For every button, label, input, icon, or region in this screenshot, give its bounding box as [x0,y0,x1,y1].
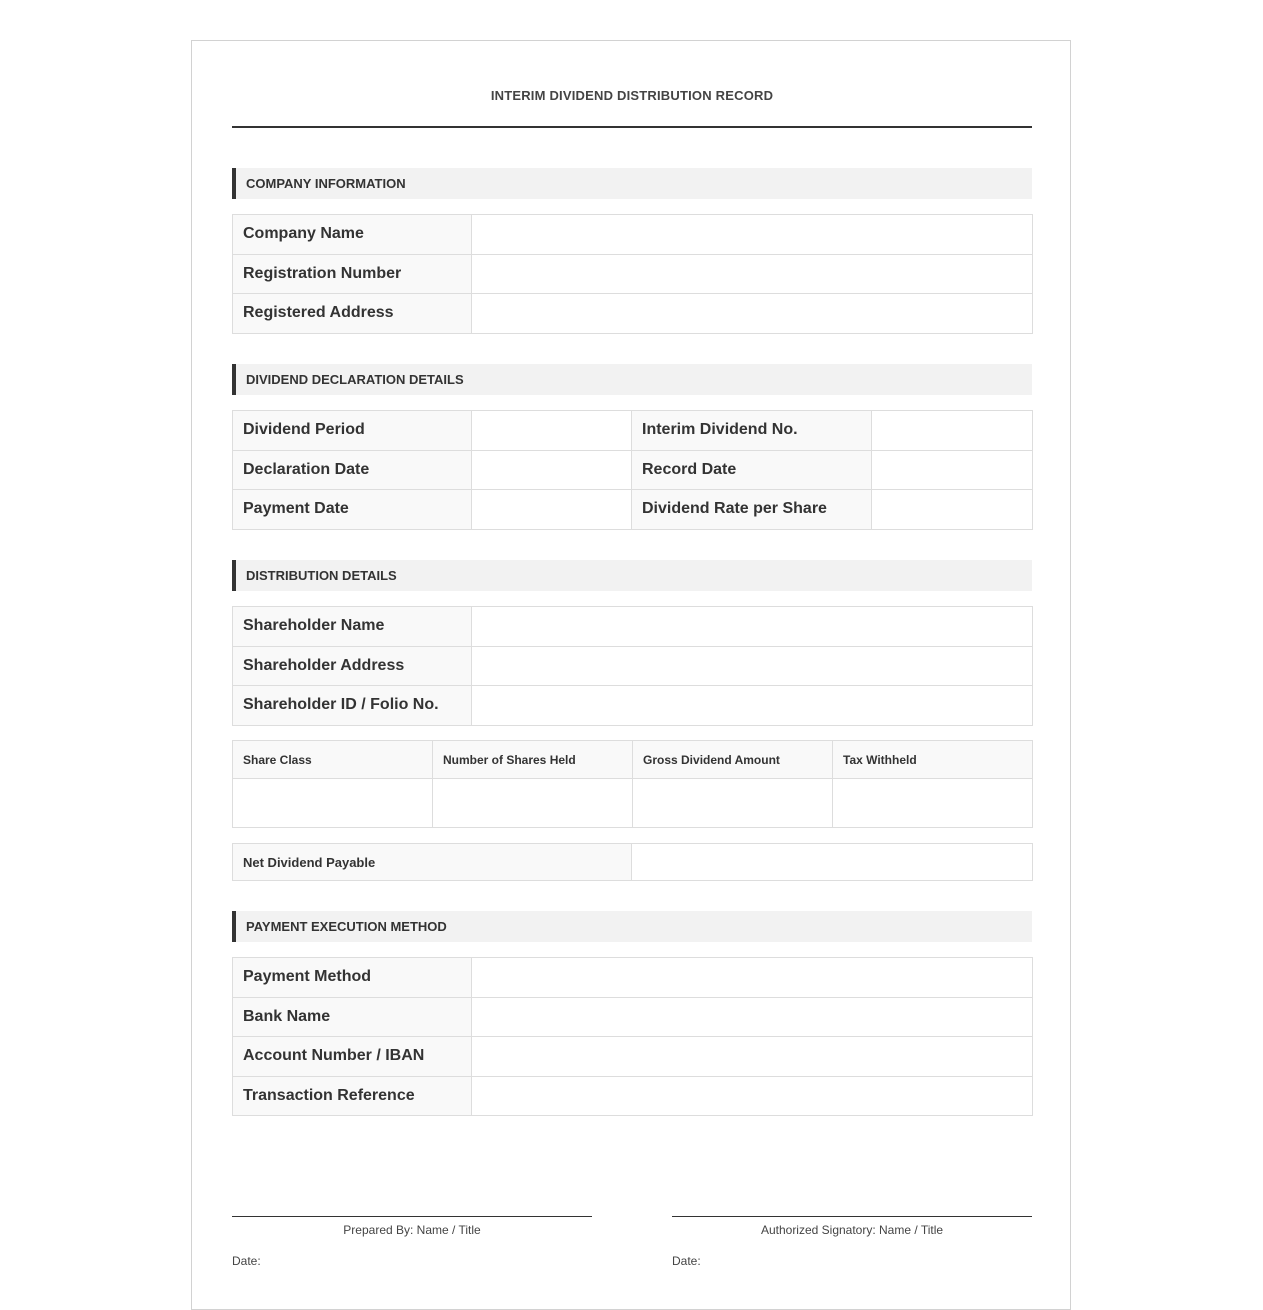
prepared-by-caption: Prepared By: Name / Title [343,1223,481,1237]
prepared-by-signature-line[interactable] [232,1216,592,1217]
title-divider [232,126,1032,128]
field-label-net-dividend-payable: Net Dividend Payable [233,844,632,881]
shareholder-address-field[interactable] [472,646,1033,686]
table-row [233,450,1033,490]
document-title: INTERIM DIVIDEND DISTRIBUTION RECORD [490,88,774,103]
field-label-shareholder-name: Shareholder Name [233,607,472,647]
field-label-record-date: Record Date [632,450,872,490]
column-header-gross-dividend: Gross Dividend Amount [633,741,833,779]
prepared-by-date-label: Date: [232,1254,261,1268]
payment-method-field[interactable] [472,958,1033,998]
table-row [233,779,1033,828]
net-dividend-table [232,843,1033,881]
dividend-period-field[interactable] [472,411,632,451]
table-row [233,254,1033,294]
record-date-field[interactable] [872,450,1033,490]
declaration-date-field[interactable] [472,450,632,490]
field-label-dividend-period: Dividend Period [233,411,472,451]
number-of-shares-field[interactable] [433,779,633,828]
table-row [233,490,1033,530]
field-label-payment-date: Payment Date [233,490,472,530]
authorized-date-label: Date: [672,1254,701,1268]
field-label-shareholder-id: Shareholder ID / Folio No. [233,686,472,726]
gross-dividend-field[interactable] [633,779,833,828]
field-label-dividend-rate-per-share: Dividend Rate per Share [632,490,872,530]
dividend-rate-per-share-field[interactable] [872,490,1033,530]
table-row [233,958,1033,998]
section-header-company-information: COMPANY INFORMATION [232,168,1032,199]
field-label-company-name: Company Name [233,215,472,255]
bank-name-field[interactable] [472,997,1033,1037]
field-label-bank-name: Bank Name [233,997,472,1037]
table-row [233,1076,1033,1116]
table-row [233,607,1033,647]
table-row [233,997,1033,1037]
account-number-field[interactable] [472,1037,1033,1077]
transaction-reference-field[interactable] [472,1076,1033,1116]
tax-withheld-field[interactable] [833,779,1033,828]
table-header-row [233,741,1033,779]
field-label-interim-dividend-no: Interim Dividend No. [632,411,872,451]
field-label-registered-address: Registered Address [233,294,472,334]
section-header-dividend-declaration: DIVIDEND DECLARATION DETAILS [232,364,1032,395]
table-row [233,411,1033,451]
payment-execution-table [232,957,1033,1116]
shareholder-id-field[interactable] [472,686,1033,726]
dividend-declaration-table [232,410,1033,530]
table-row [233,1037,1033,1077]
table-row [233,686,1033,726]
company-information-table [232,214,1033,334]
table-row [233,646,1033,686]
net-dividend-payable-field[interactable] [632,844,1033,881]
field-label-registration-number: Registration Number [233,254,472,294]
column-header-tax-withheld: Tax Withheld [833,741,1033,779]
authorized-signatory-caption: Authorized Signatory: Name / Title [760,1223,944,1237]
document-page [191,40,1071,1310]
field-label-declaration-date: Declaration Date [233,450,472,490]
column-header-number-of-shares: Number of Shares Held [433,741,633,779]
section-header-payment-execution: PAYMENT EXECUTION METHOD [232,911,1032,942]
shareholder-table [232,606,1033,726]
section-header-distribution-details: DISTRIBUTION DETAILS [232,560,1032,591]
company-name-field[interactable] [472,215,1033,255]
table-row [233,844,1033,881]
registered-address-field[interactable] [472,294,1033,334]
table-row [233,215,1033,255]
field-label-account-number: Account Number / IBAN [233,1037,472,1077]
interim-dividend-no-field[interactable] [872,411,1033,451]
registration-number-field[interactable] [472,254,1033,294]
field-label-shareholder-address: Shareholder Address [233,646,472,686]
field-label-transaction-reference: Transaction Reference [233,1076,472,1116]
table-row [233,294,1033,334]
share-details-table [232,740,1033,828]
field-label-payment-method: Payment Method [233,958,472,998]
column-header-share-class: Share Class [233,741,433,779]
authorized-signature-line[interactable] [672,1216,1032,1217]
payment-date-field[interactable] [472,490,632,530]
shareholder-name-field[interactable] [472,607,1033,647]
share-class-field[interactable] [233,779,433,828]
